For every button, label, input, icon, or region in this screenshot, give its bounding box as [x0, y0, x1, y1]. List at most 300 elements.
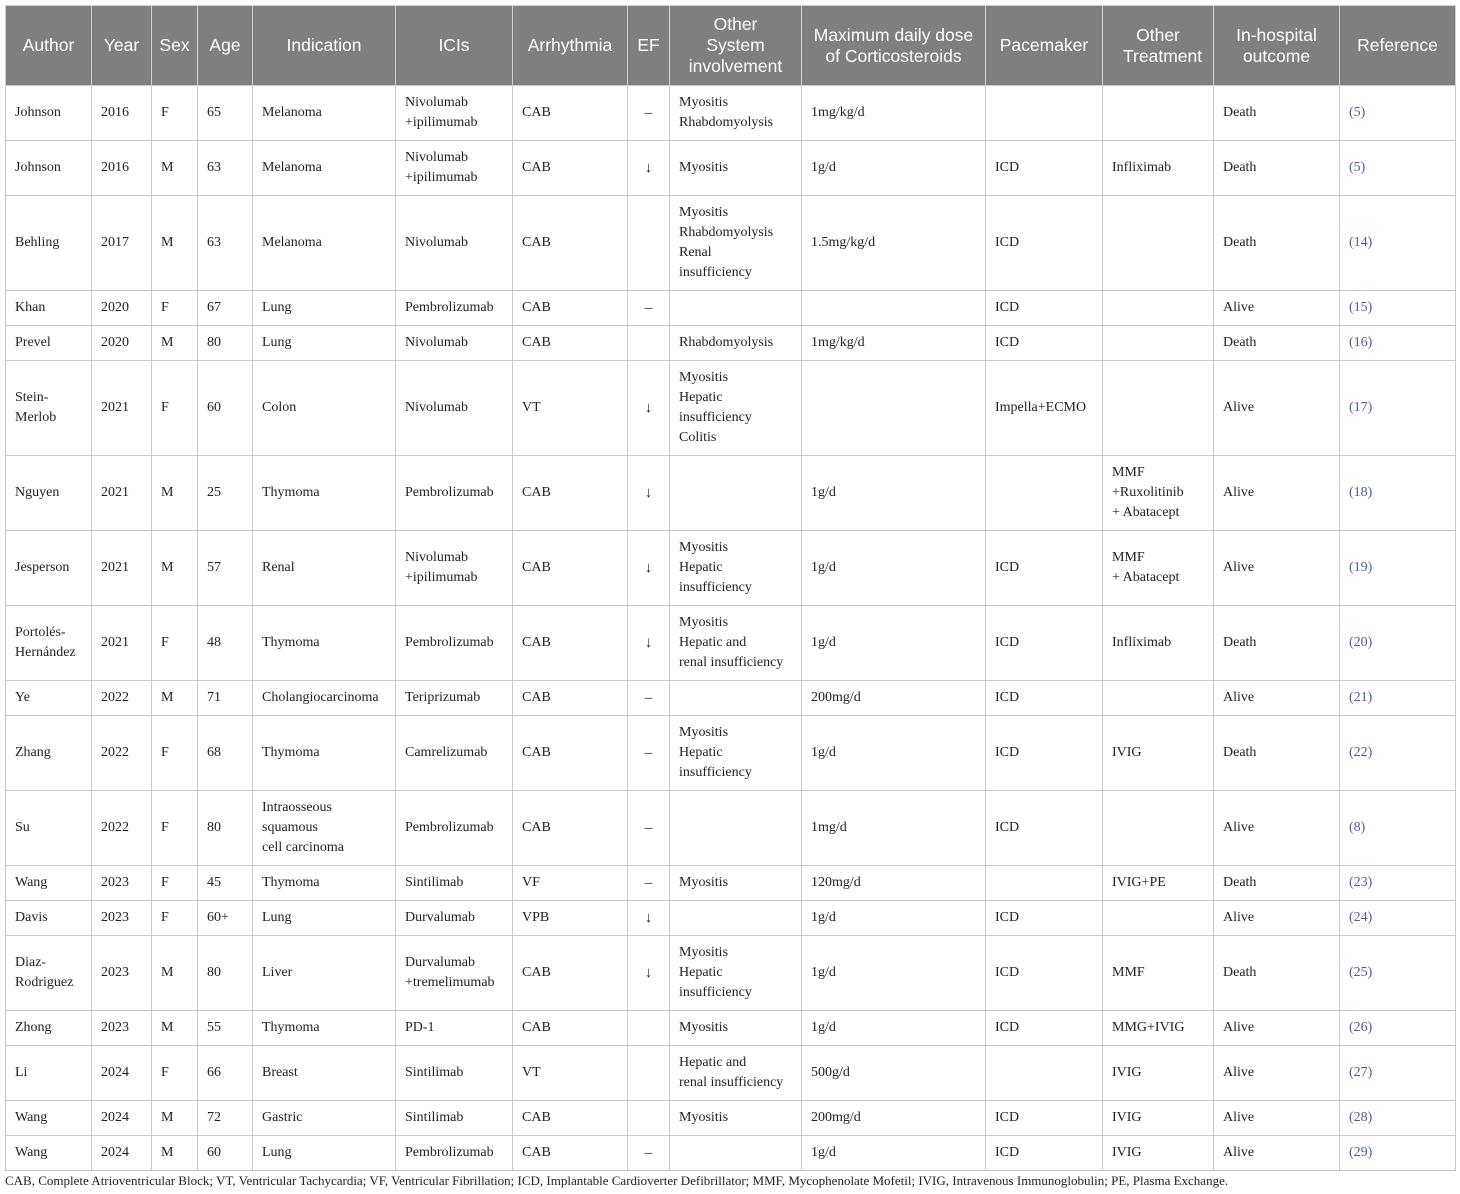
cell-arrhythmia: VF — [513, 866, 628, 901]
cell-year: 2023 — [92, 1011, 152, 1046]
cell-ef: ↓ — [628, 901, 670, 936]
cell-other-treatment — [1103, 196, 1214, 291]
cell-icis: Nivolumab +ipilimumab — [396, 531, 513, 606]
cell-icis: Pembrolizumab — [396, 1136, 513, 1171]
cell-year: 2020 — [92, 326, 152, 361]
cell-outcome: Alive — [1214, 1046, 1340, 1101]
cell-ef — [628, 1011, 670, 1046]
cell-year: 2023 — [92, 936, 152, 1011]
cell-other-system: Myositis Rhabdomyolysis Renal insufficiency — [670, 196, 802, 291]
table-row — [6, 901, 1456, 936]
cell-other-system: Myositis Hepatic and renal insufficiency — [670, 606, 802, 681]
table-row — [6, 681, 1456, 716]
cell-author: Wang — [6, 866, 92, 901]
cell-indication: Colon — [253, 361, 396, 456]
table-container — [5, 5, 1455, 1171]
cell-other-system — [670, 791, 802, 866]
table-row — [6, 1101, 1456, 1136]
cell-age: 48 — [198, 606, 253, 681]
cell-icis: Nivolumab +ipilimumab — [396, 86, 513, 141]
case-table — [5, 5, 1456, 1171]
cell-author: Johnson — [6, 141, 92, 196]
table-row — [6, 936, 1456, 1011]
cell-indication: Melanoma — [253, 141, 396, 196]
cell-arrhythmia: CAB — [513, 86, 628, 141]
cell-arrhythmia: VT — [513, 1046, 628, 1101]
header-other-system: Other System involvement — [670, 6, 802, 86]
cell-year: 2023 — [92, 866, 152, 901]
cell-author: Zhong — [6, 1011, 92, 1046]
cell-ef: ↓ — [628, 456, 670, 531]
cell-age: 67 — [198, 291, 253, 326]
cell-sex: F — [152, 1046, 198, 1101]
cell-author: Li — [6, 1046, 92, 1101]
cell-age: 25 — [198, 456, 253, 531]
header-icis: ICIs — [396, 6, 513, 86]
cell-arrhythmia: VT — [513, 361, 628, 456]
cell-reference: (18) — [1340, 456, 1456, 531]
header-arrhythmia: Arrhythmia — [513, 6, 628, 86]
cell-reference: (26) — [1340, 1011, 1456, 1046]
cell-icis: Nivolumab — [396, 196, 513, 291]
cell-other-system — [670, 1136, 802, 1171]
cell-pacemaker: ICD — [986, 1011, 1103, 1046]
cell-author: Stein- Merlob — [6, 361, 92, 456]
cell-icis: Pembrolizumab — [396, 791, 513, 866]
cell-age: 63 — [198, 141, 253, 196]
cell-outcome: Alive — [1214, 901, 1340, 936]
cell-pacemaker: ICD — [986, 936, 1103, 1011]
cell-age: 60 — [198, 361, 253, 456]
cell-year: 2024 — [92, 1136, 152, 1171]
cell-icis: Pembrolizumab — [396, 606, 513, 681]
cell-other-system: Myositis Hepatic insufficiency Colitis — [670, 361, 802, 456]
cell-reference: (19) — [1340, 531, 1456, 606]
cell-year: 2023 — [92, 901, 152, 936]
cell-other-treatment: IVIG+PE — [1103, 866, 1214, 901]
cell-max-dose: 1g/d — [802, 936, 986, 1011]
cell-other-system: Myositis — [670, 141, 802, 196]
cell-reference: (23) — [1340, 866, 1456, 901]
cell-other-system — [670, 456, 802, 531]
cell-author: Jesperson — [6, 531, 92, 606]
cell-indication: Renal — [253, 531, 396, 606]
cell-age: 71 — [198, 681, 253, 716]
cell-age: 55 — [198, 1011, 253, 1046]
cell-max-dose: 1mg/kg/d — [802, 326, 986, 361]
header-age: Age — [198, 6, 253, 86]
cell-ef: ↓ — [628, 141, 670, 196]
cell-max-dose: 1g/d — [802, 606, 986, 681]
cell-ef: – — [628, 291, 670, 326]
cell-icis: Nivolumab — [396, 361, 513, 456]
cell-ef — [628, 326, 670, 361]
cell-max-dose: 200mg/d — [802, 681, 986, 716]
header-indication: Indication — [253, 6, 396, 86]
header-outcome: In-hospital outcome — [1214, 6, 1340, 86]
cell-ef: – — [628, 791, 670, 866]
cell-indication: Lung — [253, 1136, 396, 1171]
cell-icis: Nivolumab — [396, 326, 513, 361]
cell-pacemaker: ICD — [986, 901, 1103, 936]
cell-pacemaker: ICD — [986, 141, 1103, 196]
cell-sex: M — [152, 936, 198, 1011]
cell-indication: Intraosseous squamous cell carcinoma — [253, 791, 396, 866]
cell-outcome: Death — [1214, 86, 1340, 141]
cell-other-treatment — [1103, 361, 1214, 456]
cell-sex: M — [152, 531, 198, 606]
cell-age: 72 — [198, 1101, 253, 1136]
cell-outcome: Alive — [1214, 1011, 1340, 1046]
cell-other-system: Hepatic and renal insufficiency — [670, 1046, 802, 1101]
cell-max-dose: 1g/d — [802, 716, 986, 791]
cell-indication: Melanoma — [253, 86, 396, 141]
cell-year: 2021 — [92, 531, 152, 606]
table-body — [6, 86, 1456, 1171]
cell-sex: F — [152, 86, 198, 141]
cell-arrhythmia: CAB — [513, 196, 628, 291]
cell-indication: Melanoma — [253, 196, 396, 291]
cell-author: Wang — [6, 1101, 92, 1136]
cell-year: 2017 — [92, 196, 152, 291]
cell-year: 2016 — [92, 86, 152, 141]
cell-outcome: Death — [1214, 866, 1340, 901]
cell-indication: Thymoma — [253, 1011, 396, 1046]
cell-pacemaker — [986, 86, 1103, 141]
cell-max-dose: 1g/d — [802, 456, 986, 531]
cell-year: 2016 — [92, 141, 152, 196]
table-row — [6, 141, 1456, 196]
cell-author: Ye — [6, 681, 92, 716]
cell-pacemaker: ICD — [986, 531, 1103, 606]
table-row — [6, 606, 1456, 681]
cell-ef — [628, 1101, 670, 1136]
cell-reference: (8) — [1340, 791, 1456, 866]
cell-sex: M — [152, 1011, 198, 1046]
cell-sex: F — [152, 791, 198, 866]
cell-arrhythmia: CAB — [513, 681, 628, 716]
cell-pacemaker — [986, 1046, 1103, 1101]
cell-author: Johnson — [6, 86, 92, 141]
cell-age: 80 — [198, 936, 253, 1011]
cell-other-system: Myositis Hepatic insufficiency — [670, 716, 802, 791]
cell-pacemaker — [986, 866, 1103, 901]
cell-age: 80 — [198, 326, 253, 361]
cell-indication: Thymoma — [253, 716, 396, 791]
cell-indication: Lung — [253, 291, 396, 326]
cell-indication: Lung — [253, 901, 396, 936]
cell-max-dose: 1g/d — [802, 141, 986, 196]
cell-reference: (24) — [1340, 901, 1456, 936]
cell-other-system: Myositis Rhabdomyolysis — [670, 86, 802, 141]
cell-other-system: Rhabdomyolysis — [670, 326, 802, 361]
cell-sex: F — [152, 866, 198, 901]
cell-icis: Durvalumab +tremelimumab — [396, 936, 513, 1011]
cell-reference: (16) — [1340, 326, 1456, 361]
cell-other-treatment: IVIG — [1103, 716, 1214, 791]
cell-author: Zhang — [6, 716, 92, 791]
cell-sex: F — [152, 606, 198, 681]
cell-reference: (20) — [1340, 606, 1456, 681]
cell-reference: (25) — [1340, 936, 1456, 1011]
cell-outcome: Death — [1214, 936, 1340, 1011]
cell-outcome: Alive — [1214, 791, 1340, 866]
cell-other-system: Myositis — [670, 866, 802, 901]
cell-max-dose: 500g/d — [802, 1046, 986, 1101]
cell-sex: M — [152, 141, 198, 196]
header-other-treatment: Other Treatment — [1103, 6, 1214, 86]
cell-outcome: Death — [1214, 196, 1340, 291]
cell-arrhythmia: CAB — [513, 606, 628, 681]
cell-max-dose: 1mg/d — [802, 791, 986, 866]
cell-max-dose: 1g/d — [802, 901, 986, 936]
cell-indication: Cholangiocarcinoma — [253, 681, 396, 716]
cell-age: 60+ — [198, 901, 253, 936]
cell-other-treatment — [1103, 86, 1214, 141]
cell-arrhythmia: CAB — [513, 1101, 628, 1136]
cell-ef: ↓ — [628, 531, 670, 606]
cell-icis: Sintilimab — [396, 1101, 513, 1136]
cell-sex: M — [152, 681, 198, 716]
cell-ef — [628, 1046, 670, 1101]
table-row — [6, 1046, 1456, 1101]
cell-sex: M — [152, 456, 198, 531]
cell-author: Khan — [6, 291, 92, 326]
cell-other-system — [670, 291, 802, 326]
cell-sex: M — [152, 1101, 198, 1136]
cell-other-system: Myositis — [670, 1101, 802, 1136]
table-row — [6, 791, 1456, 866]
cell-indication: Gastric — [253, 1101, 396, 1136]
cell-ef: – — [628, 681, 670, 716]
cell-reference: (17) — [1340, 361, 1456, 456]
cell-outcome: Death — [1214, 141, 1340, 196]
header-reference: Reference — [1340, 6, 1456, 86]
header-pacemaker: Pacemaker — [986, 6, 1103, 86]
cell-ef: ↓ — [628, 606, 670, 681]
cell-reference: (21) — [1340, 681, 1456, 716]
cell-indication: Breast — [253, 1046, 396, 1101]
table-row — [6, 196, 1456, 291]
cell-max-dose: 1g/d — [802, 531, 986, 606]
cell-year: 2024 — [92, 1046, 152, 1101]
cell-pacemaker: ICD — [986, 326, 1103, 361]
cell-sex: M — [152, 326, 198, 361]
cell-other-treatment: MMF — [1103, 936, 1214, 1011]
cell-outcome: Alive — [1214, 681, 1340, 716]
cell-pacemaker — [986, 456, 1103, 531]
cell-sex: M — [152, 196, 198, 291]
header-ef: EF — [628, 6, 670, 86]
cell-author: Davis — [6, 901, 92, 936]
cell-arrhythmia: CAB — [513, 1136, 628, 1171]
cell-year: 2020 — [92, 291, 152, 326]
cell-arrhythmia: CAB — [513, 936, 628, 1011]
table-row — [6, 456, 1456, 531]
cell-year: 2022 — [92, 681, 152, 716]
cell-max-dose — [802, 291, 986, 326]
cell-outcome: Alive — [1214, 291, 1340, 326]
cell-author: Nguyen — [6, 456, 92, 531]
cell-icis: Pembrolizumab — [396, 456, 513, 531]
cell-icis: Camrelizumab — [396, 716, 513, 791]
cell-icis: Durvalumab — [396, 901, 513, 936]
cell-other-treatment: MMG+IVIG — [1103, 1011, 1214, 1046]
cell-pacemaker: ICD — [986, 716, 1103, 791]
cell-author: Su — [6, 791, 92, 866]
table-row — [6, 1136, 1456, 1171]
cell-other-treatment: Infliximab — [1103, 606, 1214, 681]
cell-pacemaker: ICD — [986, 1136, 1103, 1171]
cell-reference: (14) — [1340, 196, 1456, 291]
cell-other-treatment — [1103, 901, 1214, 936]
cell-arrhythmia: CAB — [513, 1011, 628, 1046]
cell-max-dose: 1g/d — [802, 1136, 986, 1171]
cell-icis: Pembrolizumab — [396, 291, 513, 326]
cell-arrhythmia: CAB — [513, 326, 628, 361]
cell-arrhythmia: CAB — [513, 531, 628, 606]
cell-outcome: Alive — [1214, 456, 1340, 531]
cell-other-treatment: MMF + Abatacept — [1103, 531, 1214, 606]
cell-indication: Thymoma — [253, 866, 396, 901]
cell-age: 65 — [198, 86, 253, 141]
cell-year: 2022 — [92, 716, 152, 791]
cell-age: 45 — [198, 866, 253, 901]
cell-ef: – — [628, 86, 670, 141]
header-sex: Sex — [152, 6, 198, 86]
cell-reference: (29) — [1340, 1136, 1456, 1171]
cell-sex: F — [152, 716, 198, 791]
cell-other-system: Myositis Hepatic insufficiency — [670, 936, 802, 1011]
cell-pacemaker: ICD — [986, 196, 1103, 291]
cell-other-system: Myositis Hepatic insufficiency — [670, 531, 802, 606]
cell-max-dose: 200mg/d — [802, 1101, 986, 1136]
cell-ef — [628, 196, 670, 291]
cell-sex: F — [152, 361, 198, 456]
cell-reference: (5) — [1340, 86, 1456, 141]
cell-icis: Sintilimab — [396, 866, 513, 901]
cell-pacemaker: ICD — [986, 1101, 1103, 1136]
cell-indication: Thymoma — [253, 606, 396, 681]
cell-ef: – — [628, 716, 670, 791]
table-row — [6, 361, 1456, 456]
cell-other-system — [670, 901, 802, 936]
cell-other-treatment — [1103, 291, 1214, 326]
cell-reference: (15) — [1340, 291, 1456, 326]
cell-other-treatment: IVIG — [1103, 1046, 1214, 1101]
cell-other-treatment: IVIG — [1103, 1101, 1214, 1136]
cell-author: Portolés- Hernández — [6, 606, 92, 681]
header-year: Year — [92, 6, 152, 86]
cell-arrhythmia: CAB — [513, 716, 628, 791]
cell-icis: Nivolumab +ipilimumab — [396, 141, 513, 196]
cell-outcome: Alive — [1214, 1136, 1340, 1171]
cell-age: 66 — [198, 1046, 253, 1101]
cell-max-dose — [802, 361, 986, 456]
cell-other-treatment — [1103, 681, 1214, 716]
cell-outcome: Alive — [1214, 361, 1340, 456]
cell-age: 68 — [198, 716, 253, 791]
cell-age: 57 — [198, 531, 253, 606]
cell-ef: – — [628, 1136, 670, 1171]
cell-outcome: Alive — [1214, 531, 1340, 606]
cell-age: 60 — [198, 1136, 253, 1171]
cell-outcome: Alive — [1214, 1101, 1340, 1136]
cell-ef: ↓ — [628, 361, 670, 456]
cell-author: Diaz- Rodriguez — [6, 936, 92, 1011]
cell-pacemaker: ICD — [986, 606, 1103, 681]
cell-age: 80 — [198, 791, 253, 866]
table-footnote: CAB, Complete Atrioventricular Block; VT, Ventricular Tachycardia; VF, Ventricular Fibrillation; ICD, Implantable Cardioverter Defibrillator; MMF, Mycophenolate Mofetil; IVIG, Intravenous Immunoglobulin; PE, Plasma Exchange. — [5, 1173, 1229, 1188]
cell-age: 63 — [198, 196, 253, 291]
cell-year: 2021 — [92, 606, 152, 681]
cell-sex: M — [152, 1136, 198, 1171]
cell-author: Prevel — [6, 326, 92, 361]
cell-max-dose: 120mg/d — [802, 866, 986, 901]
cell-icis: PD-1 — [396, 1011, 513, 1046]
cell-reference: (22) — [1340, 716, 1456, 791]
cell-outcome: Death — [1214, 606, 1340, 681]
cell-icis: Sintilimab — [396, 1046, 513, 1101]
cell-max-dose: 1mg/kg/d — [802, 86, 986, 141]
cell-other-treatment — [1103, 326, 1214, 361]
table-row — [6, 1011, 1456, 1046]
cell-arrhythmia: CAB — [513, 791, 628, 866]
cell-outcome: Death — [1214, 716, 1340, 791]
cell-arrhythmia: CAB — [513, 456, 628, 531]
cell-arrhythmia: CAB — [513, 291, 628, 326]
cell-pacemaker: ICD — [986, 291, 1103, 326]
table-row — [6, 716, 1456, 791]
cell-indication: Lung — [253, 326, 396, 361]
cell-year: 2022 — [92, 791, 152, 866]
cell-sex: F — [152, 291, 198, 326]
cell-outcome: Death — [1214, 326, 1340, 361]
cell-sex: F — [152, 901, 198, 936]
table-row — [6, 291, 1456, 326]
cell-pacemaker: ICD — [986, 681, 1103, 716]
cell-arrhythmia: CAB — [513, 141, 628, 196]
header-row — [6, 6, 1456, 86]
table-row — [6, 86, 1456, 141]
table-row — [6, 866, 1456, 901]
cell-other-treatment: IVIG — [1103, 1136, 1214, 1171]
cell-year: 2021 — [92, 361, 152, 456]
table-row — [6, 326, 1456, 361]
cell-indication: Thymoma — [253, 456, 396, 531]
cell-other-treatment: Infliximab — [1103, 141, 1214, 196]
cell-icis: Teriprizumab — [396, 681, 513, 716]
table-row — [6, 531, 1456, 606]
cell-year: 2021 — [92, 456, 152, 531]
header-author: Author — [6, 6, 92, 86]
cell-pacemaker: ICD — [986, 791, 1103, 866]
cell-other-treatment — [1103, 791, 1214, 866]
cell-pacemaker: Impella+ECMO — [986, 361, 1103, 456]
cell-max-dose: 1g/d — [802, 1011, 986, 1046]
cell-year: 2024 — [92, 1101, 152, 1136]
header-max-dose: Maximum daily dose of Corticosteroids — [802, 6, 986, 86]
cell-max-dose: 1.5mg/kg/d — [802, 196, 986, 291]
cell-author: Behling — [6, 196, 92, 291]
cell-other-system: Myositis — [670, 1011, 802, 1046]
cell-reference: (5) — [1340, 141, 1456, 196]
cell-arrhythmia: VPB — [513, 901, 628, 936]
cell-author: Wang — [6, 1136, 92, 1171]
cell-reference: (27) — [1340, 1046, 1456, 1101]
cell-ef: – — [628, 866, 670, 901]
cell-other-treatment: MMF +Ruxolitinib + Abatacept — [1103, 456, 1214, 531]
